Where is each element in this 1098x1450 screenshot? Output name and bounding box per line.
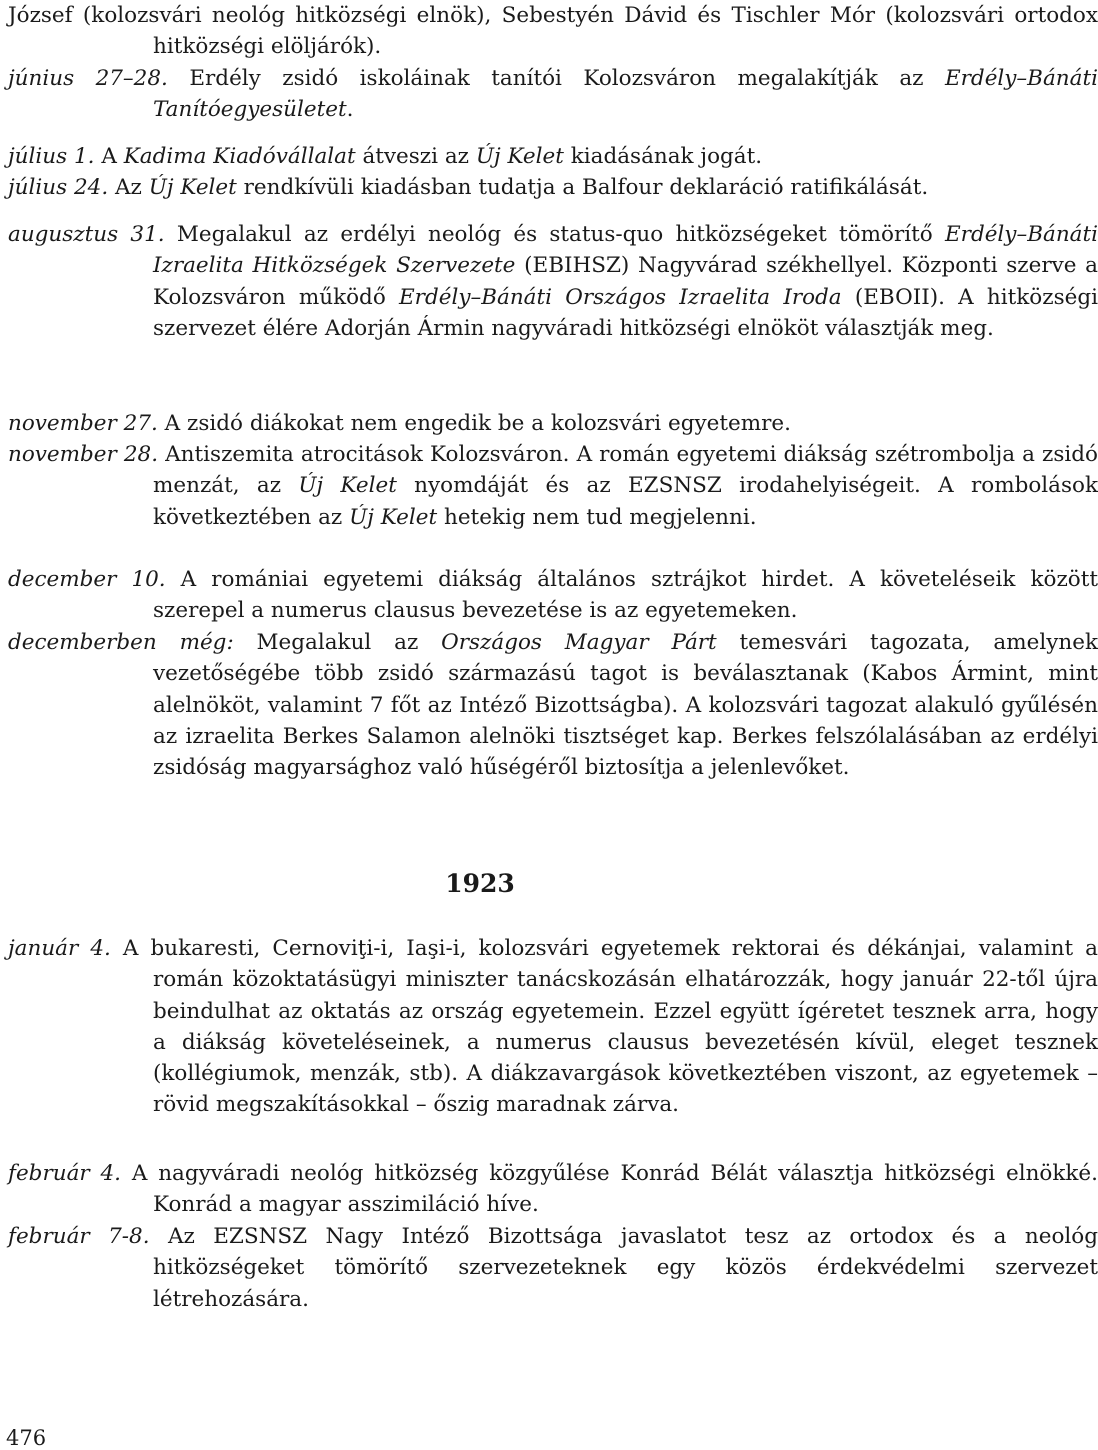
entry-italic-title: Országos Magyar Párt: [441, 630, 717, 655]
entry-date: február 4.: [8, 1161, 122, 1186]
entry-text: A romániai egyetemi diákság általános sztrájkot hirdet. A követeléseik között szerepel a numerus clausus bevezetése is az egyetemeken.: [153, 567, 1098, 624]
entry-date: június 27–28.: [8, 66, 168, 91]
entry-text: Antiszemita atrocitások Kolozsváron. A román egyetemi diákság szétrombolja a zsidó menzát, az: [153, 442, 1098, 499]
chronology-entry: [8, 141, 1098, 172]
chronology-entry: [8, 627, 1098, 783]
entry-date: decemberben még:: [8, 630, 234, 655]
entry-date: november 27.: [8, 411, 158, 436]
chronology-entry: [8, 408, 1098, 439]
entry-italic-title: Erdély–Bánáti Tanítóegyesületet: [153, 66, 1098, 123]
entry-text: nyomdáját és az EZSNSZ irodahelyiségeit. A rombolások következtében az: [153, 473, 1098, 530]
entry-text: (EBIHSZ) Nagyvárad székhellyel. Központi szerve a Kolozsváron működő: [153, 253, 1098, 310]
chronology-entry: [8, 63, 1098, 126]
entry-text: Megalakul az erdélyi neológ és status-quo hitközségeket tömörítő: [164, 222, 945, 247]
entry-italic-title: Új Kelet: [298, 473, 397, 499]
entry-text: Erdély zsidó iskoláinak tanítói Kolozsváron megalakítják az: [167, 66, 945, 91]
entry-date: december 10.: [8, 567, 166, 592]
entry-date: február 7-8.: [8, 1224, 150, 1249]
entry-text: temesvári tagozata, amelynek vezetőségébe több zsidó származású tagot is beválasztanak (Kabos Ármint, mint alelnököt, valamint 7 főt az Intéző Bizottságba). A kolozsvári tagozat alakuló gyűlésén az izraelita Berkes Salamon alelnöki tisztséget kap. Berkes felszólalásában az erdélyi zsidóság magyarsághoz való hűségéről biztosítja a jelenlevőket.: [153, 630, 1098, 781]
chronology-entry: [8, 564, 1098, 627]
entry-date: július 24.: [8, 175, 109, 200]
entry-text: A nagyváradi neológ hitközség közgyűlése Konrád Bélát választja hitközségi elnökké. Konrád a magyar asszimiláció híve.: [121, 1161, 1098, 1218]
entry-text: Megalakul az: [233, 630, 442, 655]
entry-text: József (kolozsvári neológ hitközségi elnök), Sebestyén Dávid és Tischler Mór (kolozsvári ortodox hitközségi elöljárók).: [8, 3, 1098, 60]
entry-italic-title: Erdély–Bánáti Izraelita Hitközségek Szervezete: [153, 222, 1098, 279]
entry-italic-title: Új Kelet: [148, 175, 237, 200]
page-number: 476: [6, 1426, 47, 1450]
entry-text: kiadásának jogát.: [563, 144, 763, 169]
entry-date: január 4.: [8, 936, 111, 961]
entry-text: .: [346, 97, 354, 123]
entry-italic-title: Erdély–Bánáti Országos Izraelita Iroda: [398, 284, 842, 310]
chronology-entry: [8, 1221, 1098, 1315]
entry-italic-title: Új Kelet: [475, 144, 564, 169]
entry-date: július 1.: [8, 144, 95, 169]
entry-date: november 28.: [8, 442, 159, 467]
chronology-entry: [8, 0, 1098, 63]
year-heading: 1923: [445, 869, 515, 898]
entry-text: hetekig nem tud megjelenni.: [437, 504, 757, 530]
entry-text: (EBOII). A hitközségi szervezet élére Adorján Ármin nagyváradi hitközségi elnököt választják meg.: [153, 284, 1098, 341]
chronology-entry: [8, 933, 1098, 1121]
chronology-entry: [8, 439, 1098, 533]
entry-date: augusztus 31.: [8, 222, 165, 247]
entry-text: Az EZSNSZ Nagy Intéző Bizottsága javaslatot tesz az ortodox és a neológ hitközségeket tömörítő szervezeteknek egy közös érdekvédelmi szervezet létrehozására.: [149, 1224, 1098, 1312]
entry-text: A: [94, 144, 124, 169]
chronology-entry: [8, 219, 1098, 344]
entry-italic-title: Kadima Kiadóvállalat: [123, 144, 356, 169]
entry-text: A bukaresti, Cernoviţi-i, Iaşi-i, kolozsvári egyetemek rektorai és dékánjai, valamint a román közoktatásügyi miniszter tanácskozásán elhatározzák, hogy január 22-től újra beindulhat az oktatás az ország egyetemein. Ezzel együtt ígéretet tesznek arra, hogy a diákság követeléseinek, a numerus clausus bevezetésén kívül, eleget tesznek (kollégiumok, menzák, stb). A diákzavargások következtében viszont, az egyetemek – rövid megszakításokkal – őszig maradnak zárva.: [110, 936, 1098, 1118]
entry-text: A zsidó diákokat nem engedik be a kolozsvári egyetemre.: [157, 411, 791, 436]
entry-text: rendkívüli kiadásban tudatja a Balfour deklaráció ratifikálását.: [236, 175, 929, 200]
chronology-entry: [8, 172, 1098, 203]
chronology-entry: [8, 1158, 1098, 1221]
entry-text: Az: [108, 175, 149, 200]
entry-italic-title: Új Kelet: [349, 504, 438, 530]
entry-text: átveszi az: [355, 144, 476, 169]
